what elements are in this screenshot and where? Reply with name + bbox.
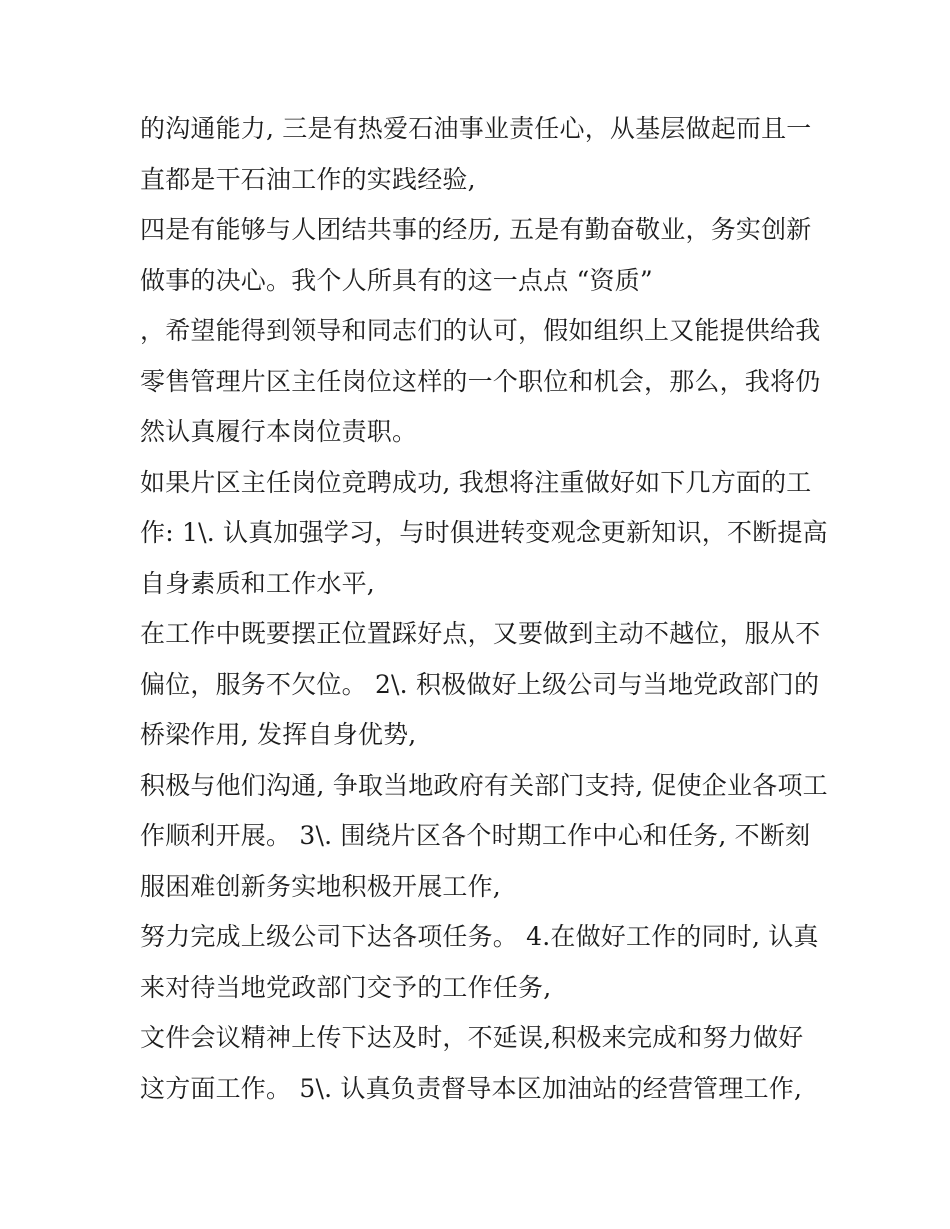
text-line: 桥梁作用, 发挥自身优势, (140, 720, 417, 749)
text-line: 服困难创新务实地积极开展工作, (140, 871, 501, 901)
text-line: 文件会议精神上传下达及时，不延误,积极来完成和努力做好 (140, 1023, 804, 1052)
text-line: 积极与他们沟通, 争取当地政府有关部门支持, 促使企业各项工 (140, 770, 828, 800)
text-line: 努力完成上级公司下达各项任务。 4.在做好工作的同时, 认真 (140, 922, 819, 951)
body-text (140, 104, 830, 1114)
text-line: 零售管理片区主任岗位这样的一个职位和机会，那么，我将仍 (140, 366, 821, 396)
text-line: 这方面工作。 5\. 认真负责督导本区加油站的经营管理工作, (140, 1073, 803, 1103)
text-line: 直都是干石油工作的实践经验, (140, 164, 476, 194)
text-line: 在工作中既要摆正位置踩好点，又要做到主动不越位，服从不 (140, 619, 821, 648)
text-line: 作顺利开展。 3\. 围绕片区各个时期工作中心和任务, 不断刻 (140, 821, 811, 850)
text-line: 如果片区主任岗位竞聘成功, 我想将注重做好如下几方面的工 (140, 467, 812, 497)
text-line: 然认真履行本岗位责职。 (140, 417, 418, 446)
text-line: 做事的决心。我个人所具有的这一点点 “资质” (140, 265, 653, 295)
text-line: 偏位，服务不欠位。 2\. 积极做好上级公司与当地党政部门的 (140, 669, 820, 699)
text-line: 的沟通能力, 三是有热爱石油事业责任心，从基层做起而且一 (140, 114, 812, 143)
text-line: 四是有能够与人团结共事的经历, 五是有勤奋敬业，务实创新 (140, 215, 812, 244)
text-line: 来对待当地党政部门交予的工作任务, (140, 972, 552, 1002)
text-line: 自身素质和工作水平, (140, 568, 375, 598)
text-line: 作: 1\. 认真加强学习，与时俱进转变观念更新知识，不断提高 (140, 518, 828, 547)
text-line: ，希望能得到领导和同志们的认可，假如组织上又能提供给我 (140, 316, 821, 345)
